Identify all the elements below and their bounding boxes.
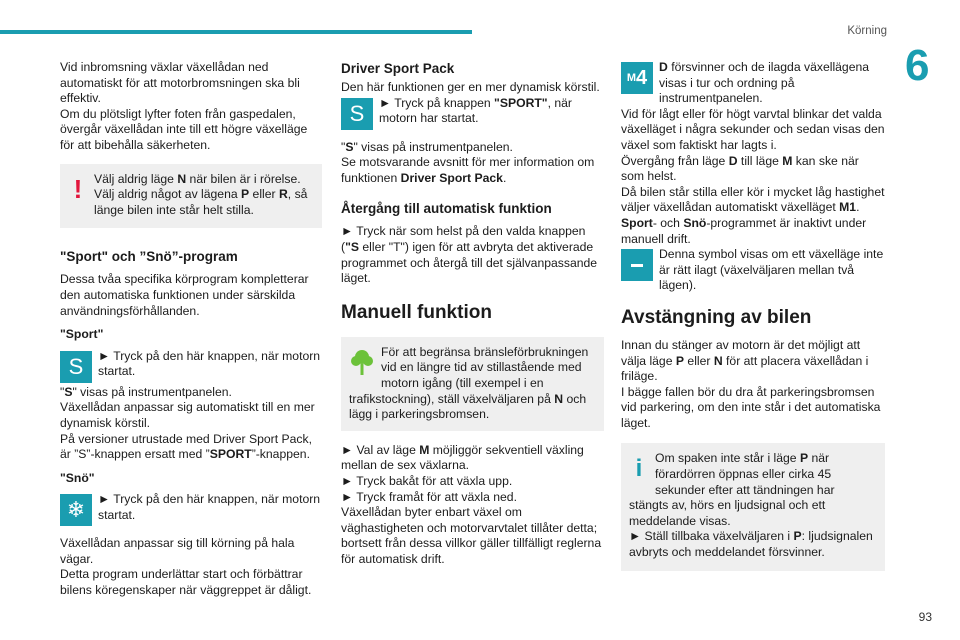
- snowflake-icon: ❄: [60, 494, 92, 526]
- minus-symbol-block: Denna symbol visas om ett växelläge inte är rätt ilagt (växelväljaren mellan två lägen).: [621, 247, 885, 294]
- shutdown-paragraph-1: Innan du stänger av motorn är det möjligt att välja läge P eller N för att placera växellådan i friläge.: [621, 337, 869, 384]
- gear-paragraph-4: Då bilen står stilla eller kör i mycket låg hastighet väljer växellådan automatiskt växelläget M1.: [621, 184, 885, 215]
- warning-line-1: Välj aldrig läge N när bilen är i rörelse.: [94, 171, 301, 186]
- minus-symbol-icon: [621, 249, 653, 281]
- gear-paragraph-3: Övergång från läge D till läge M kan ske när som helst.: [621, 153, 859, 184]
- snow-label: "Snö": [60, 470, 95, 485]
- info-i-icon: i: [635, 454, 643, 482]
- gear-m4-icon: M 4: [621, 62, 653, 94]
- intro-paragraph-2: Om du plötsligt lyfter foten från gaspedalen, övergår växellådan inte till ett högre växelläge för att bibehålla säkerheten.: [60, 106, 308, 152]
- dsp-step: S ► Tryck på knappen "SPORT", när motorn har startat.: [341, 96, 604, 127]
- manual-line-4: Växellådan byter enbart växel om väghastigheten och motorvarvtalet tillåter detta; bortsett från dessa villkor gäller tillfälligt reglerna för automatisk drift.: [341, 505, 602, 566]
- manual-heading: Manuell funktion: [341, 301, 492, 323]
- eco-note: För att begränsa bränsleförbrukningen vid en längre tid av stillastående med motorn igång (till exempel i en trafikstockning), ställ växelväljaren på N och lägg i parkeringsbromsen.: [341, 337, 604, 431]
- eco-tree-icon: [349, 347, 375, 377]
- sport-s-button-icon: S: [60, 351, 92, 383]
- warning-line-2: Välj aldrig något av lägena P eller R, så länge bilen inte står helt stilla.: [94, 187, 308, 217]
- gear-paragraph-2: Vid för lågt eller för högt varvtal blinkar det valda växelläget i några sekunder och sedan visas den växel som faktiskt har lagts i.: [621, 106, 885, 152]
- sport-paragraph-3: På versioner utrustade med Driver Sport Pack, är ”S”-knappen ersatt med ”SPORT”-knappen.: [60, 431, 312, 462]
- snow-paragraph-2: Detta program underlättar start och förbättrar bilens köregenskaper när väggreppet är dåligt.: [60, 567, 312, 598]
- snow-step: ❄ ► Tryck på den här knappen, när motorn startat.: [60, 492, 322, 523]
- sport-shown-text: "S" visas på instrumentpanelen.: [60, 384, 232, 399]
- dsp-shown-text: "S" visas på instrumentpanelen.: [341, 139, 513, 154]
- programs-heading: "Sport" och ”Snö”-program: [60, 249, 238, 265]
- sport-s-button-icon: S: [341, 98, 373, 130]
- sport-step: S ► Tryck på den här knappen, när motorn startat.: [60, 349, 322, 380]
- gear-display-block: M 4 D försvinner och de ilagda växellägena visas i tur och ordning på instrumentpanelen.: [621, 60, 885, 107]
- return-heading: Återgång till automatisk funktion: [341, 201, 552, 217]
- shutdown-paragraph-2: I bägge fallen bör du dra åt parkeringsbromsen vid parkering, om den inte står i det automatiska läget.: [621, 384, 881, 430]
- column-2: [341, 60, 604, 567]
- dsp-paragraph-3: Se motsvarande avsnitt för mer information om funktionen Driver Sport Pack.: [341, 155, 595, 185]
- programs-description: Dessa tvåa specifika körprogram kompletterar den automatiska funktionen under särskilda användningsförhållanden.: [60, 272, 309, 318]
- intro-paragraph-1: Vid inbromsning växlar växellådan ned automatiskt för att motorbromsningen ska bli effektiv.: [60, 60, 300, 106]
- header-accent-bar: [0, 30, 472, 34]
- shutdown-heading: Avstängning av bilen: [621, 306, 812, 328]
- info-note: i Om spaken inte står i läge P när förardörren öppnas eller cirka 45 sekunder efter att tändningen har stängts av, hörs en ljudsignal och ett meddelande visas. ► Ställ tillbaka växelväljaren i P: ljudsignalen avbryts och meddelandet försvinner.: [621, 443, 885, 570]
- driver-sport-pack-heading: Driver Sport Pack: [341, 61, 455, 76]
- chapter-number: 6: [905, 41, 930, 90]
- warning-note: [60, 164, 322, 229]
- gear-paragraph-5: Sport- och Snö-programmet är inaktivt under manuell drift.: [621, 215, 867, 246]
- column-1: [60, 60, 322, 599]
- section-title: Körning: [847, 25, 887, 37]
- dsp-paragraph-1: Den här funktionen ger en mer dynamisk körstil.: [341, 80, 600, 94]
- manual-line-1: ► Val av läge M möjliggör sekventiell växling mellan de sex växlarna.: [341, 442, 584, 473]
- manual-line-3: ► Tryck framåt för att växla ned.: [341, 489, 517, 504]
- page-number: 93: [918, 610, 932, 624]
- snow-paragraph-1: Växellådan anpassar sig till körning på hala vägar.: [60, 536, 295, 566]
- column-3: [621, 60, 885, 583]
- return-paragraph: ► Tryck när som helst på den valda knappen ("S eller "T") igen för att avbryta det aktiverade programmet och återgå till det självanpassande läget.: [341, 224, 598, 286]
- sport-paragraph-2: Växellådan anpassar sig automatiskt till en mer dynamisk körstil.: [60, 400, 315, 430]
- manual-line-2: ► Tryck bakåt för att växla upp.: [341, 473, 513, 488]
- sport-label: "Sport": [60, 327, 104, 342]
- warning-exclamation-icon: !: [73, 173, 83, 204]
